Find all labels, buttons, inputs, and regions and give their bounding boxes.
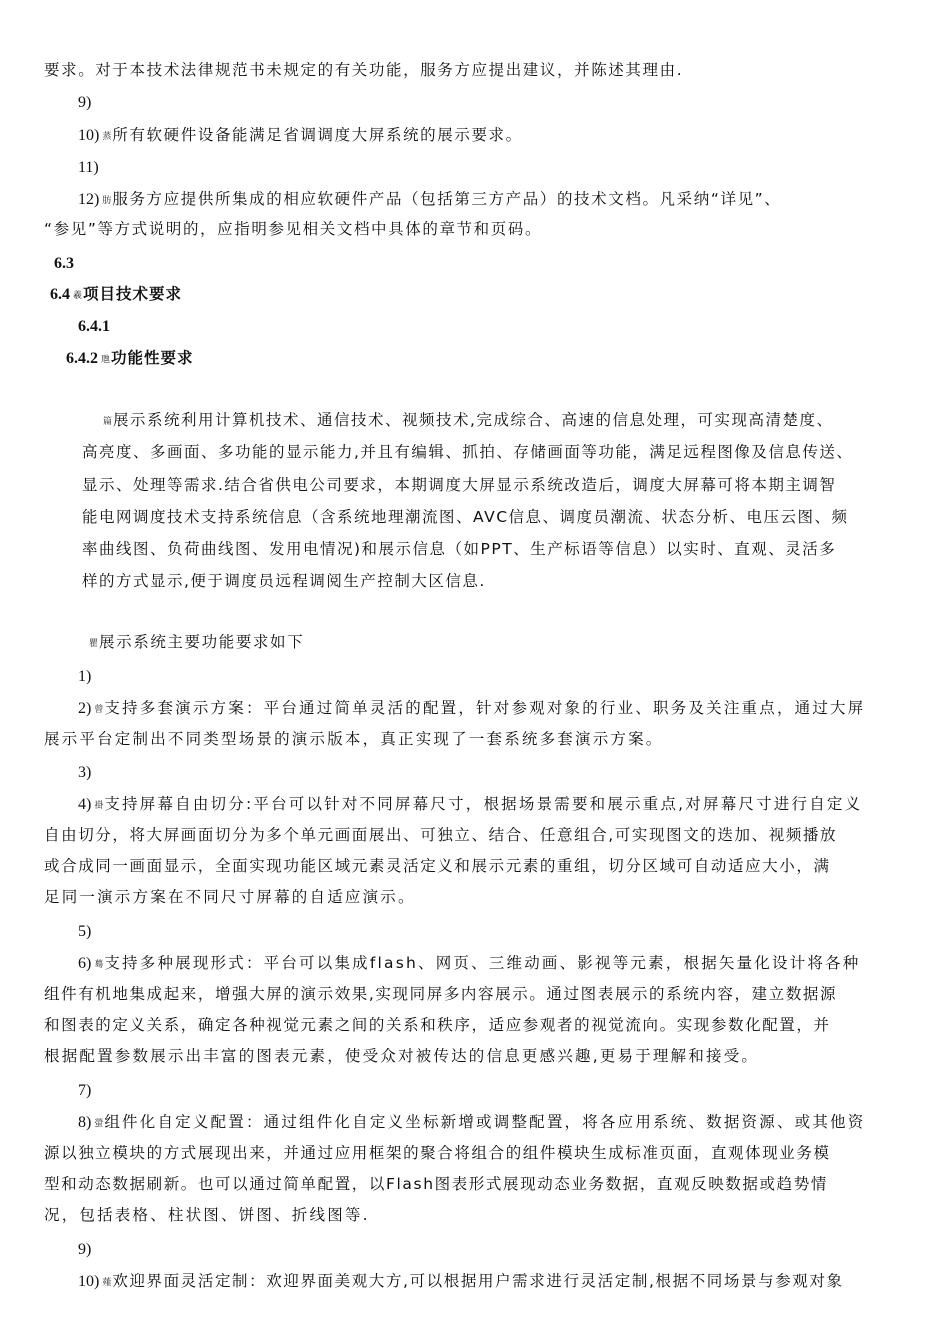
paragraph-line: 率曲线图、负荷曲线图、发用电情况)和展示信息（如PPT、生产标语等信息）以实时、直观、灵活多 [82,540,837,558]
section-heading: 6.3 [54,255,74,272]
list-item: 4) 褂支持屏幕自由切分:平台可以针对不同屏幕尺寸，根据场景需要和展示重点,对屏幕尺寸进行自定义 [78,795,863,813]
paragraph-line: 型和动态数据刷新。也可以通过简单配置，以Flash图表形式展现动态业务数据，直观反映数据或趋势情 [44,1175,828,1193]
list-item: 9) [78,1241,92,1258]
paragraph-line: 况，包括表格、柱状图、饼图、折线图等. [44,1206,370,1224]
paragraph-line: 足同一演示方案在不同尺寸屏幕的自适应演示。 [44,888,416,906]
paragraph-line: 高亮度、多画面、多功能的显示能力,并且有编辑、抓拍、存储画面等功能，满足远程图像及信息传送、 [82,443,854,461]
list-item: 6) 蓦支持多种展现形式：平台可以集成flash、网页、三维动画、影视等元素，根据矢量化设计将各种 [78,954,861,972]
list-item: 10) 蒸所有软硬件设备能满足省调调度大屏系统的展示要求。 [78,126,523,144]
list-item: 5) [78,923,92,940]
paragraph-line: 篇展示系统利用计算机技术、通信技术、视频技术,完成综合、高速的信息处理，可实现高清楚度、 [103,411,834,429]
section-heading: 6.4 羲项目技术要求 [50,285,183,303]
paragraph-line: 源以独立模块的方式展现出来，并通过应用框架的聚合将组合的组件模块生成标准页面，直观体现业务模 [44,1144,831,1162]
subsection-heading: 6.4.2 虺功能性要求 [66,349,194,367]
paragraph-line: 样的方式显示,便于调度员远程调阅生产控制大区信息. [82,572,486,590]
list-item: 3) [78,764,92,781]
paragraph-line: 自由切分，将大屏画面切分为多个单元画面展出、可独立、结合、任意组合,可实现图文的迭加、视频播放 [44,826,838,844]
list-item: 8) 螢组件化自定义配置：通过组件化自定义坐标新增或调整配置，将各应用系统、数据资源、或其他资 [78,1113,866,1131]
list-item: 1) [78,668,92,685]
paragraph-line: 或合成同一画面显示，全面实现功能区域元素灵活定义和展示元素的重组，切分区域可自动适应大小，满 [44,857,831,875]
paragraph-line: 能电网调度技术支持系统信息（含系统地理潮流图、AVC信息、调度员潮流、状态分析、电压云图、频 [82,508,849,526]
paragraph-line: “参见”等方式说明的，应指明参见相关文档中具体的章节和页码。 [44,220,543,238]
paragraph-line: 和图表的定义关系，确定各种视觉元素之间的关系和秩序，适应参观者的视觉流向。实现参数化配置，并 [44,1016,831,1034]
paragraph-line: 组件有机地集成起来，增强大屏的演示效果,实现同屏多内容展示。通过图表展示的系统内容，建立数据源 [44,985,838,1003]
paragraph-line: 显示、处理等需求.结合省供电公司要求，本期调度大屏显示系统改造后，调度大屏幕可将本期主调智 [82,476,837,494]
paragraph-line: 根据配置参数展示出丰富的图表元素，使受众对被传达的信息更感兴趣,更易于理解和接受。 [44,1047,760,1065]
list-item: 12) 肪服务方应提供所集成的相应软硬件产品（包括第三方产品）的技术文档。凡采纳“详见”、 [78,190,782,208]
list-item: 10) 薤欢迎界面灵活定制：欢迎界面美观大方,可以根据用户需求进行灵活定制,根据不同场景与参观对象 [78,1272,844,1290]
paragraph-line: 要求。对于本技术法律规范书未规定的有关功能，服务方应提出建议，并陈述其理由. [44,61,684,79]
list-item: 9) [78,94,92,111]
subsection-heading: 6.4.1 [78,318,110,335]
paragraph-line: 展示平台定制出不同类型场景的演示版本，真正实现了一套系统多套演示方案。 [44,730,664,748]
list-item: 11) [78,159,99,176]
paragraph-line: 瞿展示系统主要功能要求如下 [89,633,305,651]
list-item: 2) 曾支持多套演示方案：平台通过简单灵活的配置，针对参观对象的行业、职务及关注重点，通过大屏 [78,699,866,717]
list-item: 7) [78,1082,92,1099]
